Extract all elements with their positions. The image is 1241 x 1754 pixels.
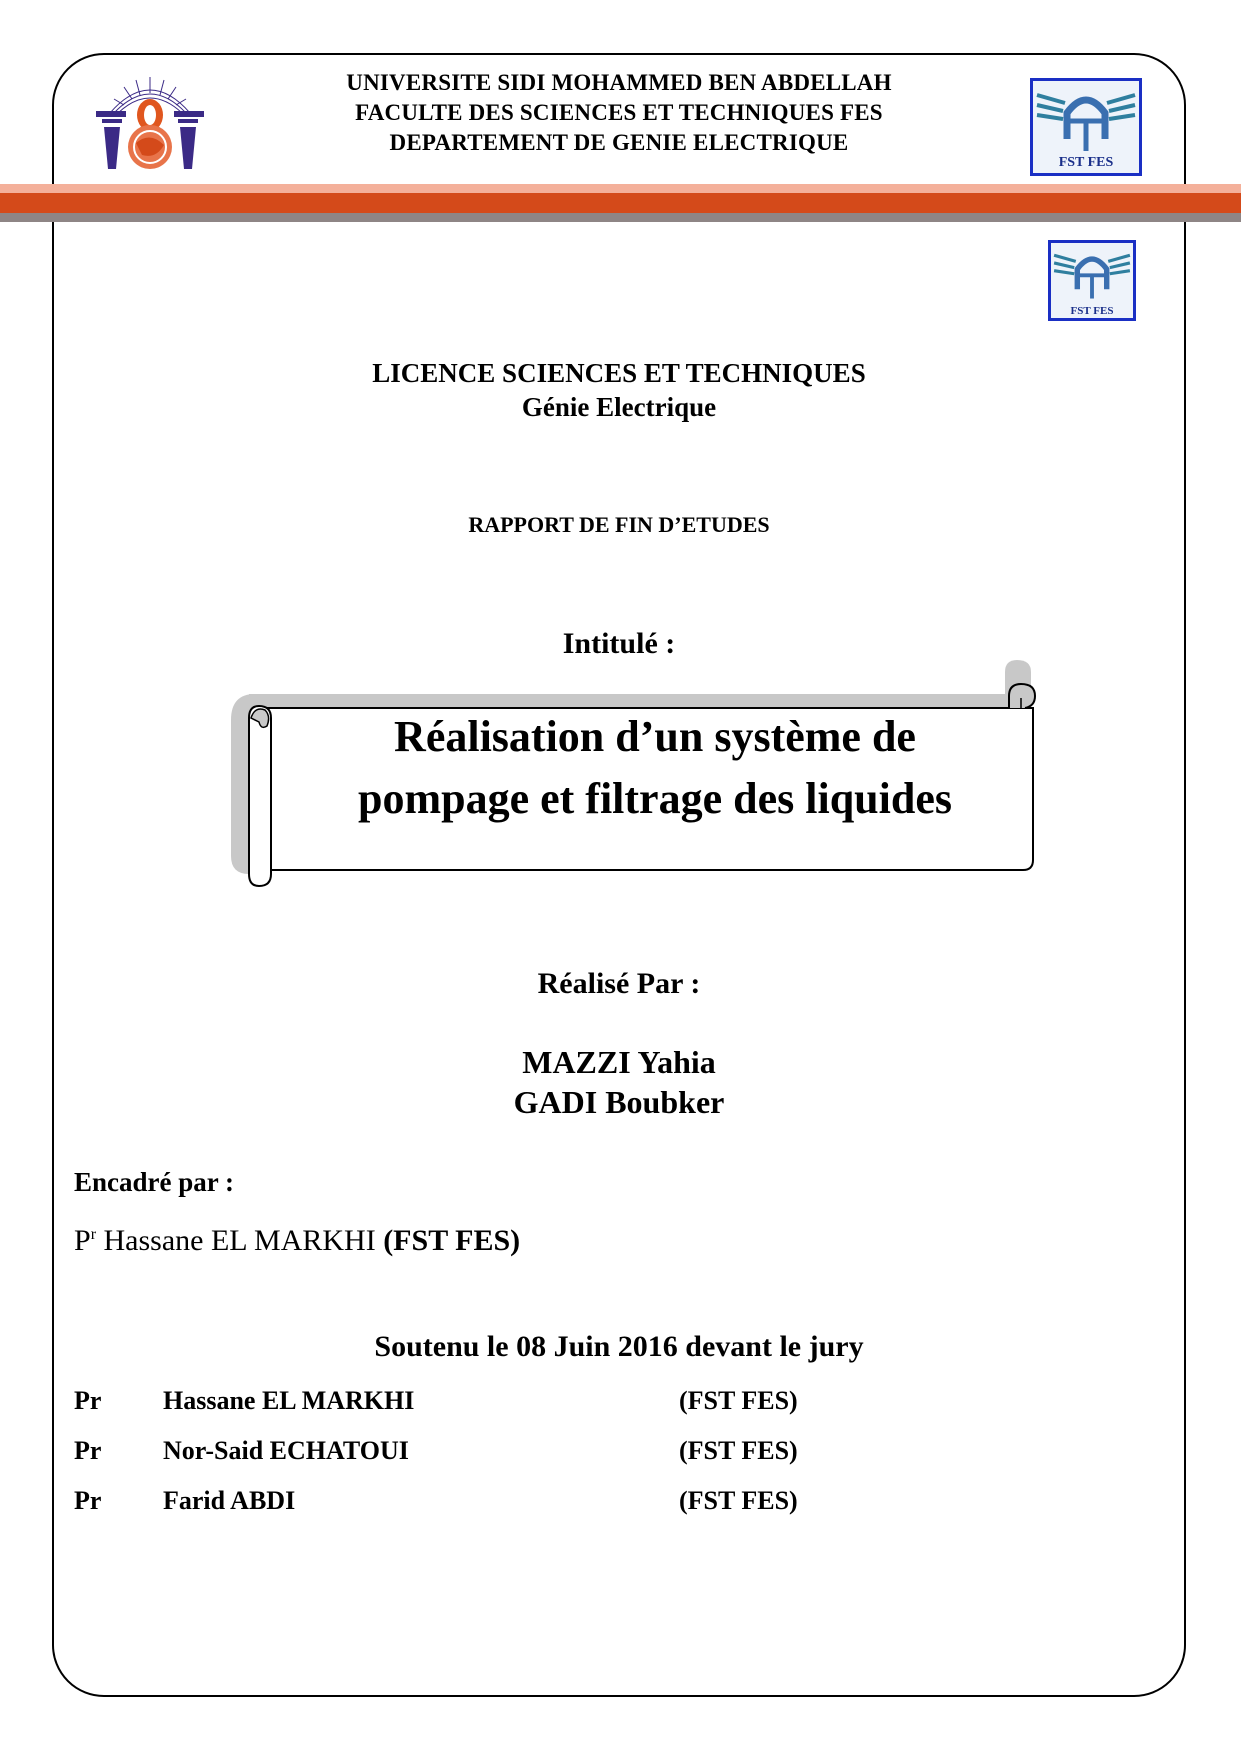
stripe-light — [0, 184, 1241, 193]
jury-row — [74, 1436, 974, 1476]
fst-fes-emblem-icon — [1033, 83, 1139, 153]
author-name-2: GADI Boubker — [513, 1084, 725, 1120]
faculty-name: FACULTE DES SCIENCES ET TECHNIQUES FES — [355, 100, 883, 125]
jury-title: Pr — [74, 1386, 102, 1415]
stripe-gray — [0, 213, 1241, 222]
supervisor-title-superscript: r — [90, 1226, 97, 1243]
jury-affiliation: (FST FES) — [679, 1486, 798, 1515]
supervisor-affiliation: (FST FES) — [383, 1224, 521, 1257]
institution-header — [52, 68, 1186, 158]
fst-fes-logo-label: FST FES — [1070, 305, 1114, 317]
report-title — [265, 706, 1045, 830]
supervisor-title-prefix: P — [74, 1224, 91, 1257]
university-name: UNIVERSITE SIDI MOHAMMED BEN ABDELLAH — [346, 70, 892, 95]
fst-fes-logo — [1030, 78, 1142, 176]
supervisor-label: Encadré par : — [74, 1167, 234, 1197]
jury-title: Pr — [74, 1436, 102, 1465]
title-label: Intitulé : — [562, 627, 676, 660]
report-type: RAPPORT DE FIN D’ETUDES — [468, 512, 770, 537]
jury-row — [74, 1486, 974, 1526]
fst-fes-logo-label: FST FES — [1058, 155, 1114, 170]
defense-statement: Soutenu le 08 Juin 2016 devant le jury — [374, 1330, 864, 1363]
report-title-line-2: pompage et filtrage des liquides — [358, 774, 952, 823]
jury-title: Pr — [74, 1486, 102, 1515]
supervisor-line — [74, 1216, 520, 1260]
department-name: DEPARTEMENT DE GENIE ELECTRIQUE — [389, 130, 849, 155]
degree-program: LICENCE SCIENCES ET TECHNIQUES — [372, 358, 866, 388]
supervisor-name: Hassane EL MARKHI — [103, 1224, 376, 1257]
fst-fes-emblem-icon — [1051, 245, 1133, 301]
jury-affiliation: (FST FES) — [679, 1436, 798, 1465]
fst-fes-logo-secondary — [1048, 240, 1136, 321]
jury-row — [74, 1386, 974, 1426]
jury-name: Farid ABDI — [163, 1486, 296, 1515]
authors-label: Réalisé Par : — [537, 967, 701, 1000]
header-stripes — [0, 184, 1241, 222]
jury-name: Nor-Said ECHATOUI — [163, 1436, 409, 1465]
jury-affiliation: (FST FES) — [679, 1386, 798, 1415]
degree-specialty: Génie Electrique — [521, 392, 717, 422]
author-name-1: MAZZI Yahia — [522, 1044, 716, 1080]
stripe-orange — [0, 193, 1241, 213]
report-title-line-1: Réalisation d’un système de — [394, 712, 916, 761]
jury-name: Hassane EL MARKHI — [163, 1386, 415, 1415]
